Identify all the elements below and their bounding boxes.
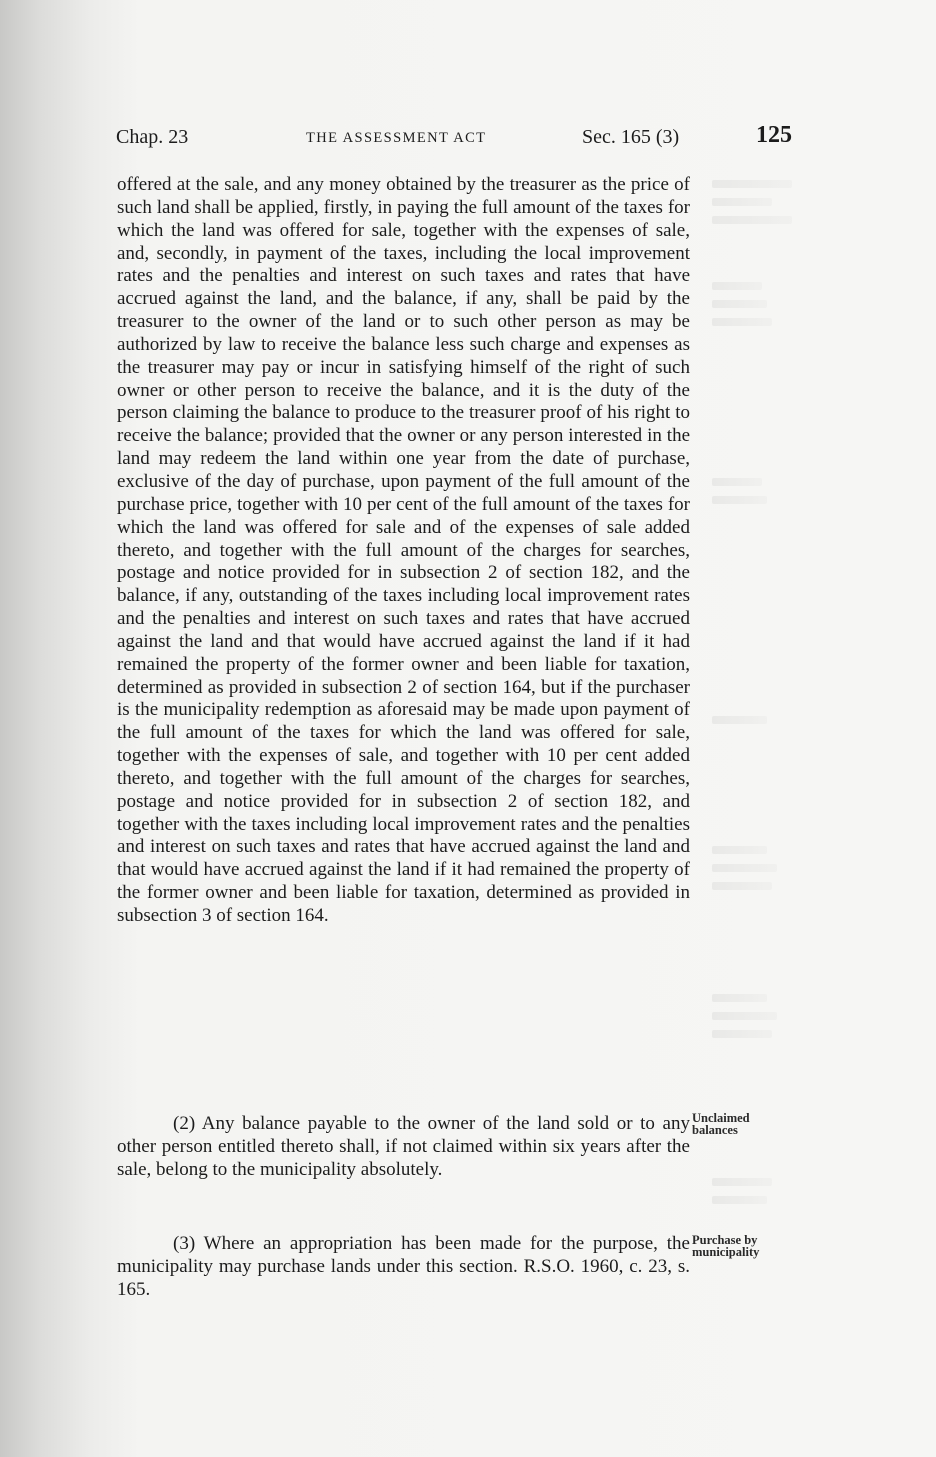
bleed-through-mark xyxy=(712,846,767,854)
running-header xyxy=(116,124,796,156)
bleed-through-mark xyxy=(712,1030,772,1038)
bleed-through-mark xyxy=(712,300,767,308)
bleed-through-mark xyxy=(712,180,792,188)
bleed-through-mark xyxy=(712,478,762,486)
paragraph-1: offered at the sale, and any money obtained by the treasurer as the price of such land shall be applied, firstly, in paying the full amount of the taxes for which the land was offered for sale, together with the expenses of sale, and, secondly, in payment of the taxes, including the local improvement rates and the penalties and interest on such taxes and rates that have accrued against the land, and the balance, if any, shall be paid by the treasurer to the owner of the land or to such other person as may be authorized by law to receive the balance less such charge and expenses as the treasurer may pay or incur in satisfying himself of the right of such owner or other person to receive the balance, and it is the duty of the person claiming the balance to produce to the treasurer proof of his right to receive the balance; provided that the owner or any person interested in the land may redeem the land within one year from the date of purchase, exclusive of the day of purchase, upon payment of the full amount of the purchase price, together with 10 per cent of the full amount of the taxes for which the land was offered for sale and of the expenses of sale added thereto, and together with the full amount of the charges for searches, postage and notice provided for in subsection 2 of section 182, and the balance, if any, outstanding of the taxes including local improvement rates and the penalties and interest on such taxes and rates that have accrued against the land and that would have accrued against the land if it had remained the property of the former owner and been liable for taxation, determined as provided in subsection 2 of section 164, but if the purchaser is the municipality redemption as aforesaid may be made upon payment of the full amount of the taxes for which the land was offered for sale, together with the expenses of sale, and together with 10 per cent added thereto, and together with the full amount of the charges for searches, postage and notice provided for in subsection 2 of section 182, and together with the taxes including local improvement rates and the penalties and interest on such taxes and rates that have accrued against the land and that would have accrued against the land if it had remained the property of the former owner and been liable for taxation, determined as provided in subsection 3 of section 164. xyxy=(117,174,690,926)
margin-note-unclaimed-balances: Unclaimed balances xyxy=(692,1111,750,1137)
bleed-through-mark xyxy=(712,282,762,290)
section-label: Sec. 165 (3) xyxy=(582,126,680,148)
bleed-through-mark xyxy=(712,1178,772,1186)
bleed-through-mark xyxy=(712,1012,777,1020)
paragraph-3: (3) Where an appropriation has been made for the purpose, the municipality may purchase lands under this section. R.S.O. 1960, c. 23, s. 165. xyxy=(117,1233,690,1300)
margin-note-purchase-by-municipality: Purchase by municipality xyxy=(692,1233,760,1259)
bleed-through-mark xyxy=(712,864,777,872)
act-title: THE ASSESSMENT ACT xyxy=(306,130,487,146)
paragraph-2: (2) Any balance payable to the owner of the land sold or to any other person entitled thereto shall, if not claimed within six years after the sale, belong to the municipality absolutely. xyxy=(117,1113,690,1180)
bleed-through-mark xyxy=(712,318,772,326)
bleed-through-mark xyxy=(712,198,772,206)
bleed-through-mark xyxy=(712,716,767,724)
bleed-through-mark xyxy=(712,216,792,224)
chapter-label: Chap. 23 xyxy=(116,126,189,148)
page-number: 125 xyxy=(756,122,792,148)
bleed-through-mark xyxy=(712,1196,767,1204)
bleed-through-mark xyxy=(712,994,767,1002)
bleed-through-mark xyxy=(712,496,767,504)
bleed-through-mark xyxy=(712,882,772,890)
